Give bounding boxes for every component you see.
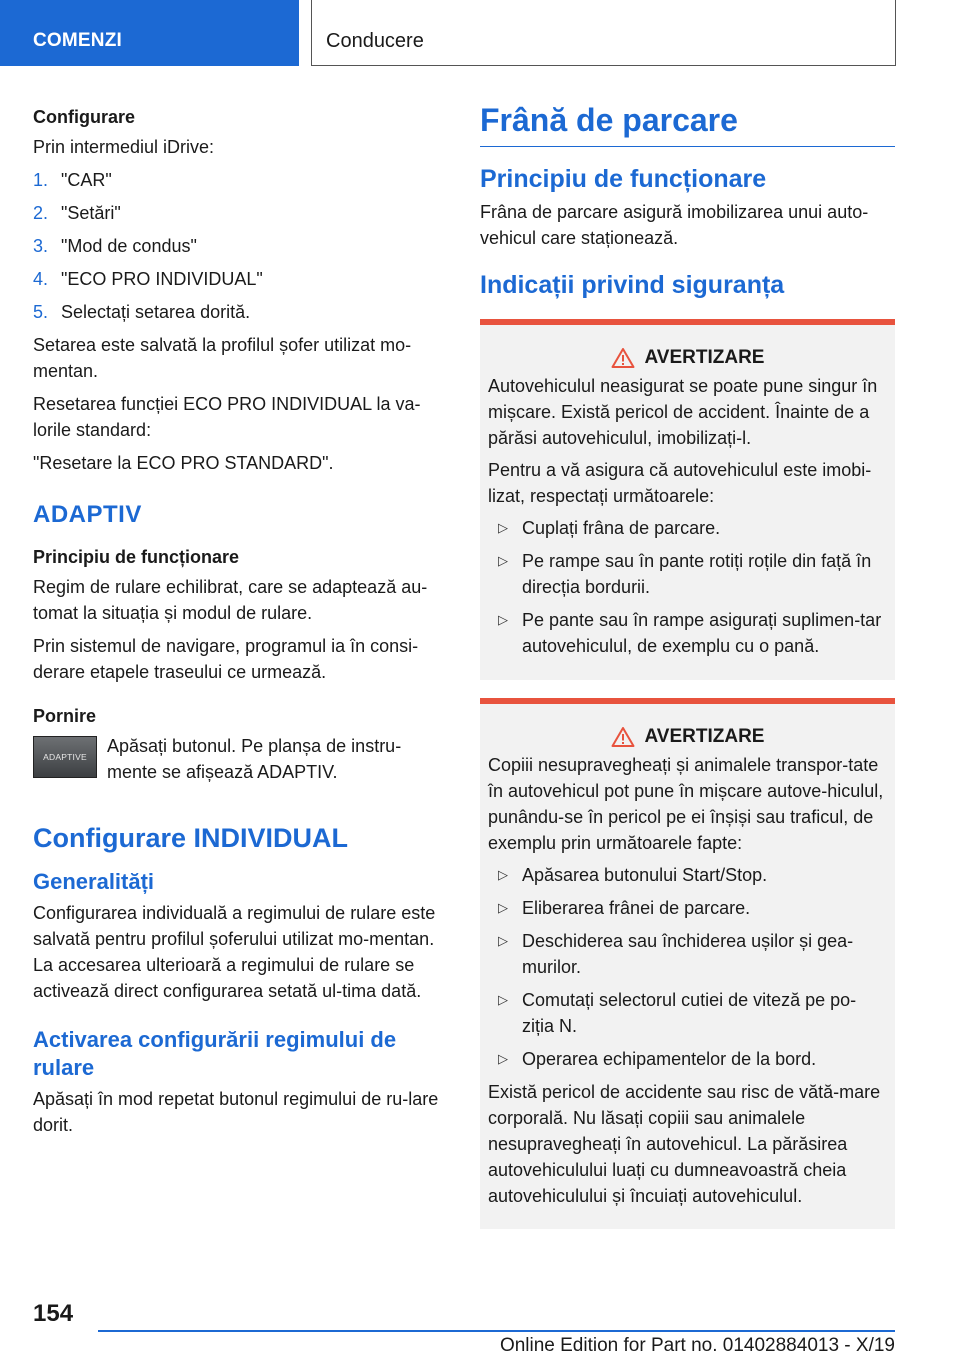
chapter-tab: COMENZI — [0, 0, 299, 66]
principle-heading-right: Principiu de funcționare — [480, 165, 767, 193]
warning-title: AVERTIZARE — [644, 347, 765, 368]
principle-paragraph-2: Prin sistemul de navigare, programul ia în consi-derare etapele traseului ce urmează. — [33, 636, 419, 682]
list-item-text: Apăsarea butonului Start/Stop. — [522, 865, 768, 885]
edition-note: Online Edition for Part no. 01402884013 - X/19 — [499, 1335, 895, 1356]
list-item — [33, 233, 441, 259]
config-intro: Prin intermediul iDrive: — [33, 137, 215, 157]
page-number: 154 — [33, 1300, 74, 1327]
warning-triangle-icon — [611, 347, 635, 369]
adaptiv-heading: ADAPTIV — [33, 501, 142, 528]
step-text: "Mod de condus" — [61, 236, 197, 256]
list-item — [33, 167, 441, 193]
general-heading: Generalități — [33, 869, 155, 894]
list-item — [33, 200, 441, 226]
left-column — [33, 104, 441, 1145]
triangle-bullet-icon: ▷ — [498, 867, 508, 882]
list-item — [488, 987, 887, 1039]
safety-heading: Indicații privind siguranța — [480, 271, 785, 299]
step-text: "CAR" — [61, 170, 112, 190]
list-item — [33, 299, 441, 325]
saved-paragraph: Setarea este salvată la profilul șofer utilizat mo-mentan. — [33, 335, 412, 381]
general-paragraph: Configurarea individuală a regimului de rulare este salvată pentru profilul șoferului utilizat mo-mentan. La accesarea ulterioară a regimului de rulare se activează direct configurarea setată ul-tima dată. — [33, 903, 436, 1001]
list-item — [488, 548, 887, 600]
list-item — [488, 515, 887, 541]
list-item — [488, 895, 887, 921]
step-text: "ECO PRO INDIVIDUAL" — [61, 269, 263, 289]
start-heading: Pornire — [33, 706, 97, 726]
warning-header — [488, 726, 887, 748]
steps-list — [33, 167, 441, 325]
warning-list — [488, 862, 887, 1072]
section-title: Conducere — [311, 0, 896, 66]
triangle-bullet-icon: ▷ — [498, 992, 508, 1007]
list-item-text: Deschiderea sau închiderea ușilor și gea-murilor. — [522, 931, 854, 977]
reset-paragraph: Resetarea funcției ECO PRO INDIVIDUAL la va-lorile standard: — [33, 394, 421, 440]
list-item — [488, 862, 887, 888]
right-column — [480, 100, 895, 1247]
warning-title: AVERTIZARE — [644, 726, 765, 747]
start-paragraph: Apăsați butonul. Pe planșa de instru-mente se afișează ADAPTIV. — [107, 736, 402, 782]
list-item — [33, 266, 441, 292]
page-title: Frână de parcare — [480, 100, 895, 147]
list-item — [488, 1046, 887, 1072]
footer-divider — [98, 1330, 895, 1332]
adaptiv-instruction — [33, 733, 441, 792]
triangle-bullet-icon: ▷ — [498, 520, 508, 535]
adaptive-button-icon: ADAPTIVE — [33, 736, 97, 778]
step-text: "Setări" — [61, 203, 121, 223]
warning-box — [480, 698, 895, 1229]
warning-paragraph: Există pericol de accidente sau risc de vătă-mare corporală. Nu lăsați copiii sau animalele nesupravegheați în autovehicul. La părăsirea autovehiculului luați cu dumneavoastră cheia autovehiculului și încuiați autovehiculul. — [488, 1082, 881, 1206]
list-item-text: Eliberarea frânei de parcare. — [522, 898, 751, 918]
principle-paragraph-right: Frâna de parcare asigură imobilizarea unui auto-vehicul care staționează. — [480, 202, 869, 248]
warning-list — [488, 515, 887, 659]
warning-triangle-icon — [611, 726, 635, 748]
step-number: 3. — [33, 236, 49, 256]
step-number: 4. — [33, 269, 49, 289]
activate-heading: Activarea configurării regimului de rulare — [33, 1027, 397, 1080]
list-item-text: Pe pante sau în rampe asigurați suplimen-tar autovehiculul, de exemplu cu o pană. — [522, 610, 882, 656]
principle-paragraph-1: Regim de rulare echilibrat, care se adaptează au-tomat la situația și modul de rulare. — [33, 577, 428, 623]
step-number: 5. — [33, 302, 49, 322]
warning-header — [488, 347, 887, 369]
triangle-bullet-icon: ▷ — [498, 900, 508, 915]
triangle-bullet-icon: ▷ — [498, 553, 508, 568]
activate-paragraph: Apăsați în mod repetat butonul regimului de ru-lare dorit. — [33, 1089, 439, 1135]
list-item-text: Comutați selectorul cutiei de viteză pe po-ziția N. — [522, 990, 857, 1036]
list-item — [488, 928, 887, 980]
list-item-text: Operarea echipamentelor de la bord. — [522, 1049, 817, 1069]
step-number: 2. — [33, 203, 49, 223]
warning-paragraph: Pentru a vă asigura că autovehiculul este imobi-lizat, respectați următoarele: — [488, 460, 872, 506]
list-item-text: Pe rampe sau în pante rotiți roțile din față în direcția bordurii. — [522, 551, 872, 597]
step-number: 1. — [33, 170, 49, 190]
warning-paragraph: Copiii nesupravegheați și animalele transpor-tate în autovehicul pot pune în mișcare autove-hiculul, punându-se în pericol pe ei înșiși sau traficul, de exemplu prin următoarele fapte: — [488, 755, 884, 853]
step-text: Selectați setarea dorită. — [61, 302, 251, 322]
list-item — [488, 607, 887, 659]
triangle-bullet-icon: ▷ — [498, 933, 508, 948]
list-item-text: Cuplați frâna de parcare. — [522, 518, 721, 538]
triangle-bullet-icon: ▷ — [498, 1051, 508, 1066]
triangle-bullet-icon: ▷ — [498, 612, 508, 627]
config-heading: Configurare — [33, 107, 136, 127]
reset-path: "Resetare la ECO PRO STANDARD". — [33, 453, 334, 473]
warning-paragraph: Autovehiculul neasigurat se poate pune singur în mișcare. Există pericol de accident. Înainte de a părăsi autovehiculul, imobilizați-l. — [488, 376, 878, 448]
individual-heading: Configurare INDIVIDUAL — [33, 823, 349, 853]
warning-box — [480, 319, 895, 680]
principle-heading: Principiu de funcționare — [33, 547, 240, 567]
